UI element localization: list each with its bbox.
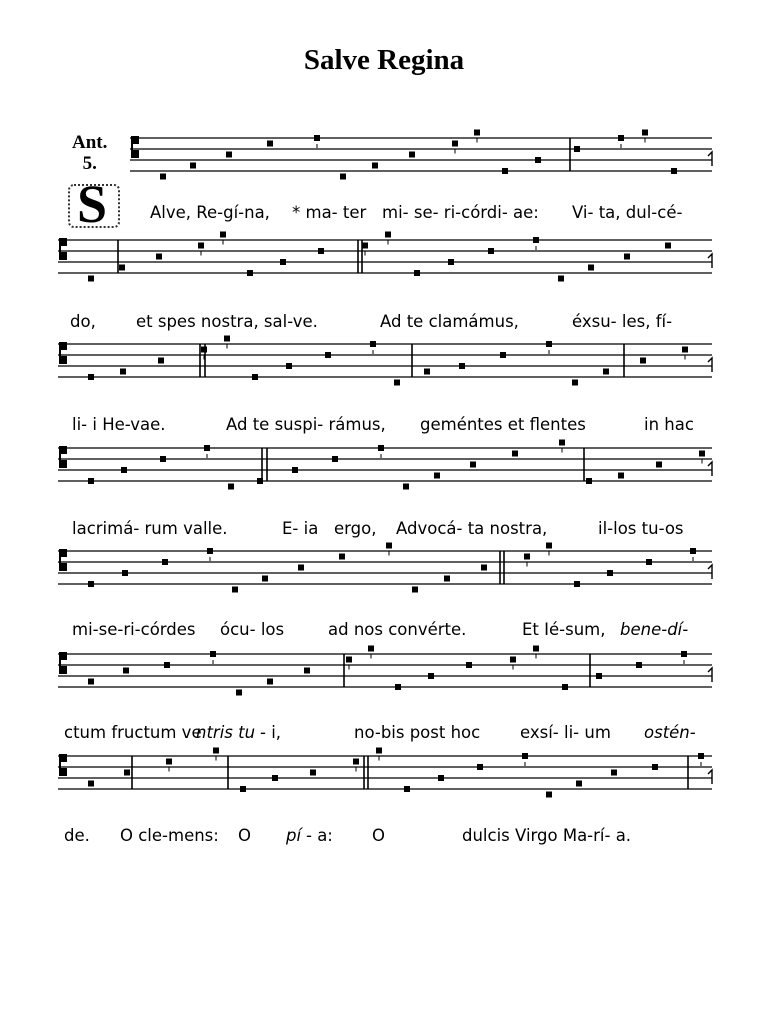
neume-note xyxy=(434,473,440,479)
neume-note xyxy=(232,587,238,593)
neume-note xyxy=(512,451,518,457)
neume-note xyxy=(618,473,624,479)
neume-note xyxy=(286,363,292,369)
neume-note xyxy=(500,352,506,358)
lyric-line xyxy=(0,312,768,338)
lyric-syllables: E- ia xyxy=(282,519,319,538)
lyric-line xyxy=(0,826,768,852)
neume-note xyxy=(394,380,400,386)
lyric-syllables: il-los tu-os xyxy=(598,519,684,538)
neume-note xyxy=(474,130,480,136)
lyric-syllables: ad nos convérte. xyxy=(328,620,467,639)
neume-note xyxy=(671,168,677,174)
page-title: Salve Regina xyxy=(303,44,465,76)
antiphon-mode: 5. xyxy=(82,153,97,174)
neume-note xyxy=(470,462,476,468)
neume-note xyxy=(546,792,552,798)
neume-note xyxy=(88,679,94,685)
neume-note xyxy=(624,254,630,260)
neume-note xyxy=(665,243,671,249)
neume-note xyxy=(124,770,130,776)
neume-note xyxy=(576,781,582,787)
do-clef-icon xyxy=(60,238,67,260)
neume-note xyxy=(448,259,454,265)
neume-note xyxy=(640,358,646,364)
neume-note xyxy=(252,374,258,380)
neume-note xyxy=(314,135,320,141)
lyric-line xyxy=(0,723,768,749)
neume-note xyxy=(164,662,170,668)
lyric-syllables: ctum fructum ve xyxy=(64,723,202,742)
lyric-syllables: mi-se-ri-córdes xyxy=(72,620,196,639)
neume-note xyxy=(510,657,516,663)
antiphon-label: Ant. xyxy=(72,132,108,153)
neume-note xyxy=(210,651,216,657)
lyric-syllables: do, xyxy=(70,312,96,331)
neume-note xyxy=(596,673,602,679)
neume-note xyxy=(158,358,164,364)
neume-note xyxy=(370,341,376,347)
custos-mark xyxy=(708,770,712,784)
custos-mark xyxy=(708,668,712,682)
neume-note xyxy=(240,786,246,792)
neume-note xyxy=(395,684,401,690)
neume-note xyxy=(190,163,196,169)
neume-note xyxy=(481,565,487,571)
neume-note xyxy=(88,276,94,282)
do-clef-icon xyxy=(60,549,67,571)
neume-note xyxy=(198,243,204,249)
neume-note xyxy=(636,662,642,668)
neume-note xyxy=(477,764,483,770)
neume-note xyxy=(459,363,465,369)
neume-note xyxy=(160,456,166,462)
neume-note xyxy=(280,259,286,265)
neume-note xyxy=(257,478,263,484)
lyric-syllables: mi- se- ri-córdi- ae: xyxy=(382,203,539,222)
lyric-syllables: in hac xyxy=(644,415,694,434)
neume-note xyxy=(412,587,418,593)
custos-mark xyxy=(708,152,712,166)
lyric-syllables: et spes nostra, sal-ve. xyxy=(136,312,318,331)
neume-note xyxy=(88,581,94,587)
neume-note xyxy=(122,570,128,576)
neume-note xyxy=(385,232,391,238)
neume-note xyxy=(699,451,705,457)
lyric-syllables: - a: xyxy=(306,826,333,845)
lyric-syllables: li- i He-vae. xyxy=(72,415,166,434)
neume-note xyxy=(160,174,166,180)
neume-note xyxy=(502,168,508,174)
lyric-syllables: lacrimá- rum valle. xyxy=(72,519,228,538)
neume-note xyxy=(642,130,648,136)
lyric-line xyxy=(0,415,768,441)
neume-note xyxy=(162,559,168,565)
custos-mark xyxy=(708,462,712,476)
neume-note xyxy=(603,369,609,375)
neume-note xyxy=(201,347,207,353)
neume-note xyxy=(698,753,704,759)
neume-note xyxy=(424,369,430,375)
neume-note xyxy=(444,576,450,582)
do-clef-icon xyxy=(60,754,67,776)
lyric-syllables: ostén- xyxy=(644,723,696,742)
neume-note xyxy=(318,248,324,254)
lyric-line xyxy=(0,203,768,229)
lyric-syllables: ntris tu xyxy=(196,723,256,742)
neume-note xyxy=(572,380,578,386)
lyric-syllables: éxsu- les, fí- xyxy=(572,312,673,331)
neume-note xyxy=(524,554,530,560)
do-clef-icon xyxy=(60,446,67,468)
lyric-syllables: ócu- los xyxy=(220,620,285,639)
neume-note xyxy=(558,276,564,282)
neume-note xyxy=(346,657,352,663)
neume-note xyxy=(586,478,592,484)
neume-note xyxy=(362,243,368,249)
neume-note xyxy=(292,467,298,473)
neume-note xyxy=(267,679,273,685)
lyric-syllables: O cle-mens: xyxy=(120,826,219,845)
neume-note xyxy=(378,445,384,451)
neume-note xyxy=(546,341,552,347)
lyric-syllables: exsí- li- um xyxy=(520,723,611,742)
neume-note xyxy=(304,668,310,674)
neume-note xyxy=(207,548,213,554)
lyric-syllables: Advocá- ta nostra, xyxy=(396,519,548,538)
neume-note xyxy=(262,576,268,582)
neume-note xyxy=(156,254,162,260)
neume-note xyxy=(88,781,94,787)
neume-note xyxy=(88,478,94,484)
neume-note xyxy=(522,753,528,759)
neume-note xyxy=(166,759,172,765)
neume-note xyxy=(119,265,125,271)
neume-note xyxy=(611,770,617,776)
neume-note xyxy=(646,559,652,565)
custos-mark xyxy=(708,565,712,579)
neume-note xyxy=(325,352,331,358)
neume-note xyxy=(298,565,304,571)
neume-note xyxy=(228,484,234,490)
neume-note xyxy=(372,163,378,169)
neume-note xyxy=(574,146,580,152)
lyric-syllables: bene-dí- xyxy=(620,620,689,639)
neume-note xyxy=(414,270,420,276)
neume-note xyxy=(267,141,273,147)
neume-note xyxy=(690,548,696,554)
neume-note xyxy=(404,786,410,792)
neume-note xyxy=(236,690,242,696)
lyric-syllables: * ma- ter xyxy=(292,203,367,222)
lyric-syllables: pí xyxy=(286,826,302,845)
lyric-syllables: no-bis post hoc xyxy=(354,723,481,742)
lyric-syllables: ergo, xyxy=(334,519,377,538)
neume-note xyxy=(403,484,409,490)
neume-note xyxy=(562,684,568,690)
initial-letter: S xyxy=(76,174,108,234)
neume-note xyxy=(121,467,127,473)
neume-note xyxy=(339,554,345,560)
neume-note xyxy=(574,581,580,587)
neume-note xyxy=(409,152,415,158)
lyric-syllables: de. xyxy=(64,826,90,845)
do-clef-icon xyxy=(132,136,139,158)
lyric-syllables: O xyxy=(238,826,251,845)
neume-note xyxy=(226,152,232,158)
neume-note xyxy=(340,174,346,180)
neume-note xyxy=(247,270,253,276)
neume-note xyxy=(310,770,316,776)
neume-note xyxy=(652,764,658,770)
neume-note xyxy=(123,668,129,674)
neume-note xyxy=(438,775,444,781)
neume-note xyxy=(272,775,278,781)
neume-note xyxy=(535,157,541,163)
neume-note xyxy=(353,759,359,765)
neume-note xyxy=(533,646,539,652)
lyric-syllables: Alve, Re-gí-na, xyxy=(150,203,270,222)
neume-note xyxy=(220,232,226,238)
neume-note xyxy=(332,456,338,462)
do-clef-icon xyxy=(60,342,67,364)
lyric-syllables: O xyxy=(372,826,385,845)
neume-note xyxy=(120,369,126,375)
lyric-line xyxy=(0,519,768,545)
lyric-syllables: Ad te suspi- rámus, xyxy=(226,415,386,434)
lyric-syllables: geméntes et flentes xyxy=(420,415,586,434)
neume-note xyxy=(488,248,494,254)
lyric-syllables: Ad te clamámus, xyxy=(380,312,519,331)
neume-note xyxy=(656,462,662,468)
neume-note xyxy=(452,141,458,147)
custos-mark xyxy=(708,358,712,372)
custos-mark xyxy=(708,254,712,268)
lyric-syllables: Et Ié-sum, xyxy=(522,620,606,639)
neume-note xyxy=(466,662,472,668)
do-clef-icon xyxy=(60,652,67,674)
neume-note xyxy=(607,570,613,576)
neume-note xyxy=(533,237,539,243)
lyric-syllables: dulcis Virgo Ma-rí- a. xyxy=(462,826,632,845)
neume-note xyxy=(88,374,94,380)
neume-note xyxy=(588,265,594,271)
lyric-syllables: Vi- ta, dul-cé- xyxy=(572,203,683,222)
lyric-line xyxy=(0,620,768,646)
lyric-syllables: - i, xyxy=(260,723,282,742)
neume-note xyxy=(204,445,210,451)
neume-note xyxy=(618,135,624,141)
neume-note xyxy=(368,646,374,652)
neume-note xyxy=(681,651,687,657)
neume-note xyxy=(682,347,688,353)
neume-note xyxy=(428,673,434,679)
